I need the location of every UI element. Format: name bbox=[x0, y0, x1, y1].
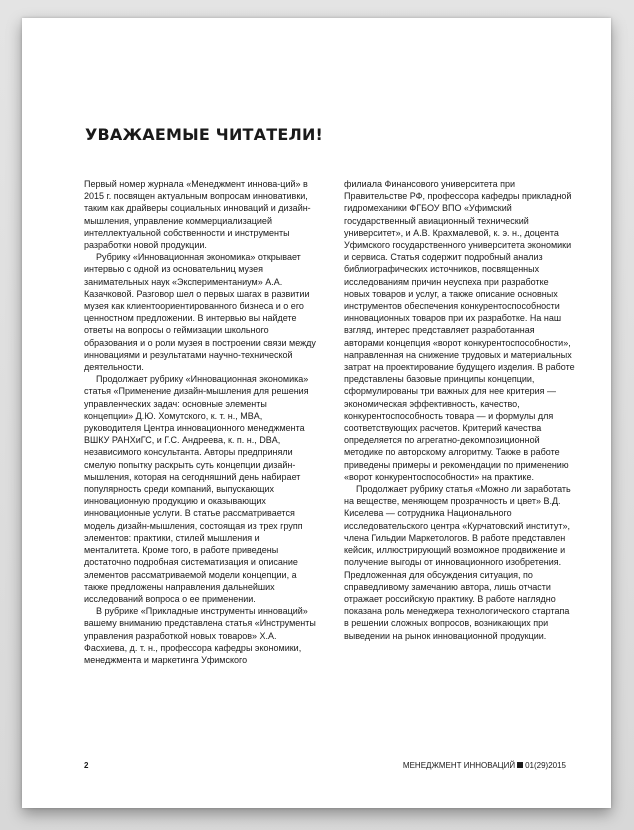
paragraph: Продолжает рубрику «Инновационная экономика» статья «Применение дизайн-мышления для решения управленческих задач: основные элементы концепции» Д.Ю. Хомутского, к. т. н., MBA, руководителя Центра инновационного менеджмента ВШКУ РАНХиГС, и Г.С. Андреева, к. п. н., DBA, независимого консультанта. Авторы предприняли смелую попытку раскрыть суть концепции дизайн-мышления, которая на сегодняшний день набирает популярность среди компаний, выпускающих инновационную продукцию и оказывающих инновационные услуги. В статье рассматривается модель дизайн-мышления, состоящая из трех групп элементов: практики, стилей мышления и менталитета. Кроме того, в работе приведены достаточно подробная систематизация и описание элементов рассматриваемой модели концепции, а также предложены направления дальнейших исследований вопроса о ее применении. bbox=[84, 374, 309, 604]
paragraph: Первый номер журнала «Менеджмент иннова-ций» в 2015 г. посвящен актуальным вопросам инновативки, таким как драйверы социальных инноваций и дизайн-мышления, управление коммерциализацией интеллектуальной собственности и инструменты разработки новой продукции. bbox=[84, 179, 311, 251]
magazine-page bbox=[22, 18, 611, 808]
square-separator-icon bbox=[517, 762, 523, 768]
issue-number: 01(29)2015 bbox=[525, 761, 566, 770]
page-title: УВАЖАЕМЫЕ ЧИТАТЕЛИ! bbox=[85, 125, 324, 144]
paragraph: Продолжает рубрику статья «Можно ли заработать на веществе, меняющем прозрачность и цвет» В.Д. Киселева — сотрудника Национального исследовательского центра «Курчатовский институт», члена Гильдии Маркетологов. В работе представлен кейсик, иллюстрирующий возможное продвижение и получение выгоды от инновационного изобретения. Предложенная для обсуждения ситуация, по справедливому замечанию автора, лишь отчасти отражает российскую практику. В работе наглядно показана роль менеджера технологического стартапа в решении сложных вопросов, возникающих при выведении на рынок инновационной продукции. bbox=[344, 484, 571, 641]
journal-info bbox=[403, 761, 566, 770]
page-number: 2 bbox=[84, 761, 89, 770]
right-column bbox=[344, 178, 576, 642]
paragraph: филиала Финансового университета при Правительстве РФ, профессора кафедры прикладной гидромеханики ФГБОУ ВПО «Уфимский государственный авиационный технический университет», и А.В. Крахмалевой, к. э. н., доцента Уфимского государственного университета экономики и сервиса. Статья содержит подробный анализ библиографических источников, посвященных исследованиям причин неуспеха при разработке новых товаров и услуг, а также описание основных инструментов обеспечения конкурентоспособности инновационных товаров при их разработке. На наш взгляд, интерес представляет разработанная авторами концепция «ворот конкурентоспособности», направленная на снижение трудовых и материальных затрат на проектирование будущего изделия. В работе представлены базовые принципы концепции, сформулированы три важных для нее критерия — экономическая эффективность, качество, конкурентоспособность товара — и формулы для соответствующих расчетов. Критерий качества определяется по агрегатно-декомпозиционной методике по авторскому алгоритму. Также в работе приведены примеры и рекомендации по применению «ворот конкурентоспособности» на практике. bbox=[344, 179, 575, 482]
journal-name: МЕНЕДЖМЕНТ ИННОВАЦИЙ bbox=[402, 761, 516, 770]
paragraph: В рубрике «Прикладные инструменты инноваций» вашему вниманию представлена статья «Инструменты управления разработкой новых товаров» Х.А. Фасхиева, д. т. н., профессора кафедры экономики, менеджмента и маркетинга Уфимского bbox=[84, 606, 316, 665]
paragraph: Рубрику «Инновационная экономика» открывает интервью с одной из основательниц музея занимательных наук «Экспериментаниум» А.А. Казачковой. Разговор шел о первых шагах в развитии музея как клиентоориентированного бизнеса и о его ценностном предложении. В интервью вы найдете ответы на вопросы о геймизации школьного образования и о роли музея в построении связи между инновациями и результатами научно-технической деятельности. bbox=[84, 252, 316, 373]
left-column bbox=[84, 178, 316, 666]
